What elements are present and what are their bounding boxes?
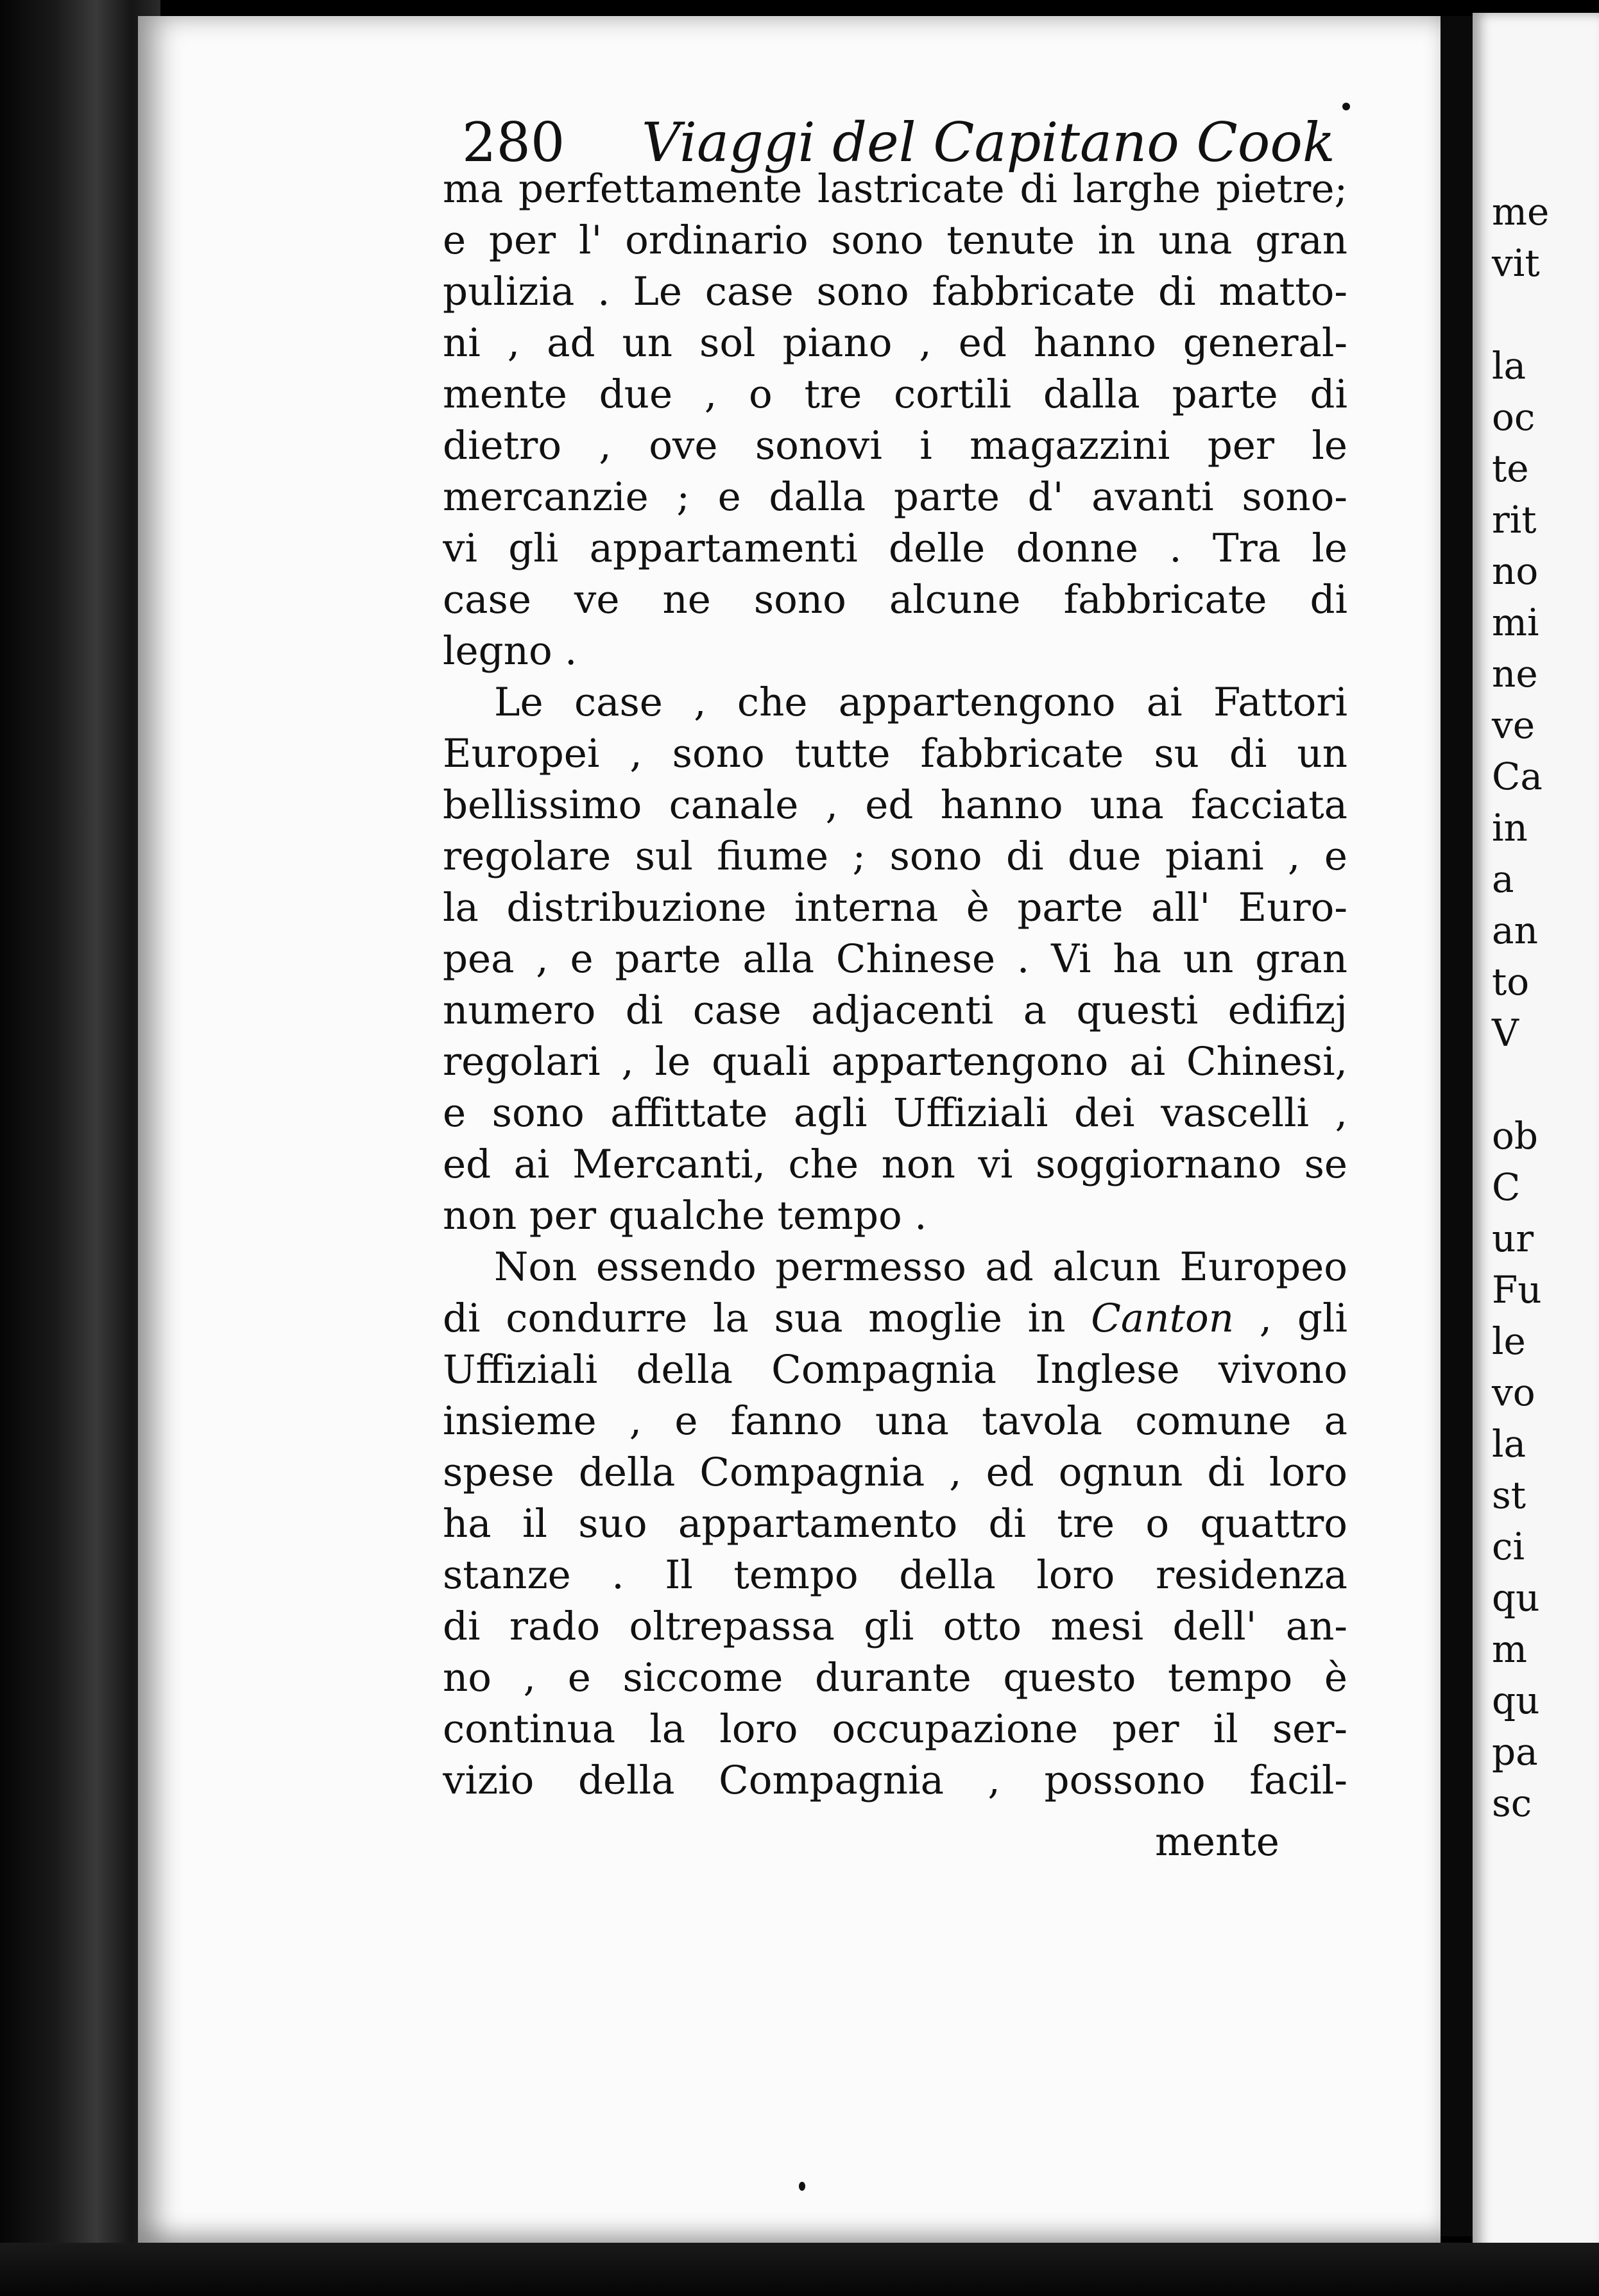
text-line: stanze . Il tempo della loro residenza [443, 1552, 1347, 1598]
facing-line-fragment: to [1492, 960, 1530, 1004]
bottom-edge-shadow [0, 2243, 1599, 2296]
italic-place-name: Canton [1091, 1296, 1235, 1341]
facing-line-fragment: mi [1492, 601, 1539, 644]
running-title: Viaggi del Capitano Cook [642, 111, 1335, 174]
text-line: ni , ad un sol piano , ed hanno general- [443, 320, 1347, 366]
text-line: e sono affittate agli Uffiziali dei vascelli , [443, 1090, 1347, 1136]
facing-line-fragment: vit [1492, 241, 1540, 285]
ink-speck [799, 2182, 805, 2191]
facing-line-fragment: ne [1492, 652, 1538, 696]
facing-line-fragment: ci [1492, 1525, 1525, 1568]
text-line: di rado oltrepassa gli otto mesi dell' an- [443, 1604, 1347, 1649]
facing-line-fragment: la [1492, 344, 1526, 388]
facing-page [1473, 13, 1599, 2252]
facing-line-fragment: la [1492, 1422, 1526, 1466]
text-line: mercanzie ; e dalla parte d' avanti sono- [443, 474, 1347, 520]
text-line: numero di case adjacenti a questi edifizj [443, 988, 1347, 1033]
text-line: vizio della Compagnia , possono facil- [443, 1758, 1347, 1803]
facing-line-fragment: ur [1492, 1217, 1534, 1260]
text-line: vi gli appartamenti delle donne . Tra le [443, 526, 1347, 571]
text-line: spese della Compagnia , ed ognun di loro [443, 1450, 1347, 1495]
text-line: non per qualche tempo . [443, 1193, 927, 1238]
book-spine-shadow [0, 0, 160, 2296]
facing-line-fragment: C [1492, 1165, 1521, 1209]
facing-line-fragment: qu [1492, 1576, 1540, 1620]
facing-line-fragment: no [1492, 549, 1539, 593]
page-number: 280 [462, 111, 565, 174]
text-line: dietro , ove sonovi i magazzini per le [443, 423, 1347, 468]
text-line: Uffiziali della Compagnia Inglese vivono [443, 1347, 1347, 1392]
facing-line-fragment: ob [1492, 1114, 1539, 1158]
facing-line-fragment: Fu [1492, 1268, 1542, 1312]
facing-line-fragment: te [1492, 447, 1529, 490]
body-text [443, 164, 1347, 1806]
facing-line-fragment: an [1492, 909, 1538, 952]
facing-line-fragment: m [1492, 1627, 1527, 1671]
text-line: pulizia . Le case sono fabbricate di matto- [443, 269, 1347, 314]
text-line: ma perfettamente lastricate di larghe pietre; [443, 166, 1347, 212]
facing-line-fragment [1492, 1059, 1599, 1110]
text-line: no , e siccome durante questo tempo è [443, 1655, 1347, 1701]
facing-line-fragment: le [1492, 1319, 1526, 1363]
text-line: regolare sul fiume ; sono di due piani , e [443, 834, 1347, 879]
text-line: regolari , le quali appartengono ai Chinesi, [443, 1039, 1347, 1084]
facing-line-fragment: st [1492, 1473, 1526, 1517]
text-line: mente due , o tre cortili dalla parte di [443, 372, 1347, 417]
facing-page-text [1492, 186, 1599, 1829]
facing-line-fragment: sc [1492, 1781, 1532, 1825]
text-line: insieme , e fanno una tavola comune a [443, 1398, 1347, 1444]
text-line: Le case , che appartengono ai Fattori [494, 680, 1347, 725]
facing-line-fragment: vo [1492, 1371, 1535, 1414]
text-line: Non essendo permesso ad alcun Europeo [494, 1244, 1347, 1290]
text-line: la distribuzione interna è parte all' Euro- [443, 885, 1347, 930]
text-line: continua la loro occupazione per il ser- [443, 1706, 1347, 1752]
facing-line-fragment: qu [1492, 1679, 1540, 1722]
facing-line-fragment: oc [1492, 395, 1535, 439]
facing-line-fragment: ve [1492, 703, 1535, 747]
page-gutter [1441, 16, 1473, 2236]
facing-line-fragment: in [1492, 806, 1528, 850]
text-line: bellissimo canale , ed hanno una facciata [443, 782, 1347, 828]
text-line: case ve ne sono alcune fabbricate di [443, 577, 1347, 622]
facing-line-fragment: a [1492, 857, 1514, 901]
text-line: Europei , sono tutte fabbricate su di un [443, 731, 1347, 776]
facing-line-fragment: V [1492, 1011, 1519, 1055]
text-line: di condurre la sua moglie in Canton , gli [443, 1296, 1347, 1341]
catchword: mente [1155, 1819, 1279, 1865]
text-line: legno . [443, 628, 577, 674]
facing-line-fragment: pa [1492, 1730, 1538, 1774]
text-line: e per l' ordinario sono tenute in una gran [443, 218, 1347, 263]
ink-speck [1342, 103, 1350, 110]
facing-line-fragment: me [1492, 190, 1550, 234]
facing-line-fragment: rit [1492, 498, 1537, 542]
text-line: ed ai Mercanti, che non vi soggiornano se [443, 1142, 1347, 1187]
text-line: ha il suo appartamento di tre o quattro [443, 1501, 1347, 1546]
facing-line-fragment [1492, 289, 1599, 340]
text-line: pea , e parte alla Chinese . Vi ha un gran [443, 936, 1347, 982]
facing-line-fragment: Ca [1492, 755, 1543, 798]
